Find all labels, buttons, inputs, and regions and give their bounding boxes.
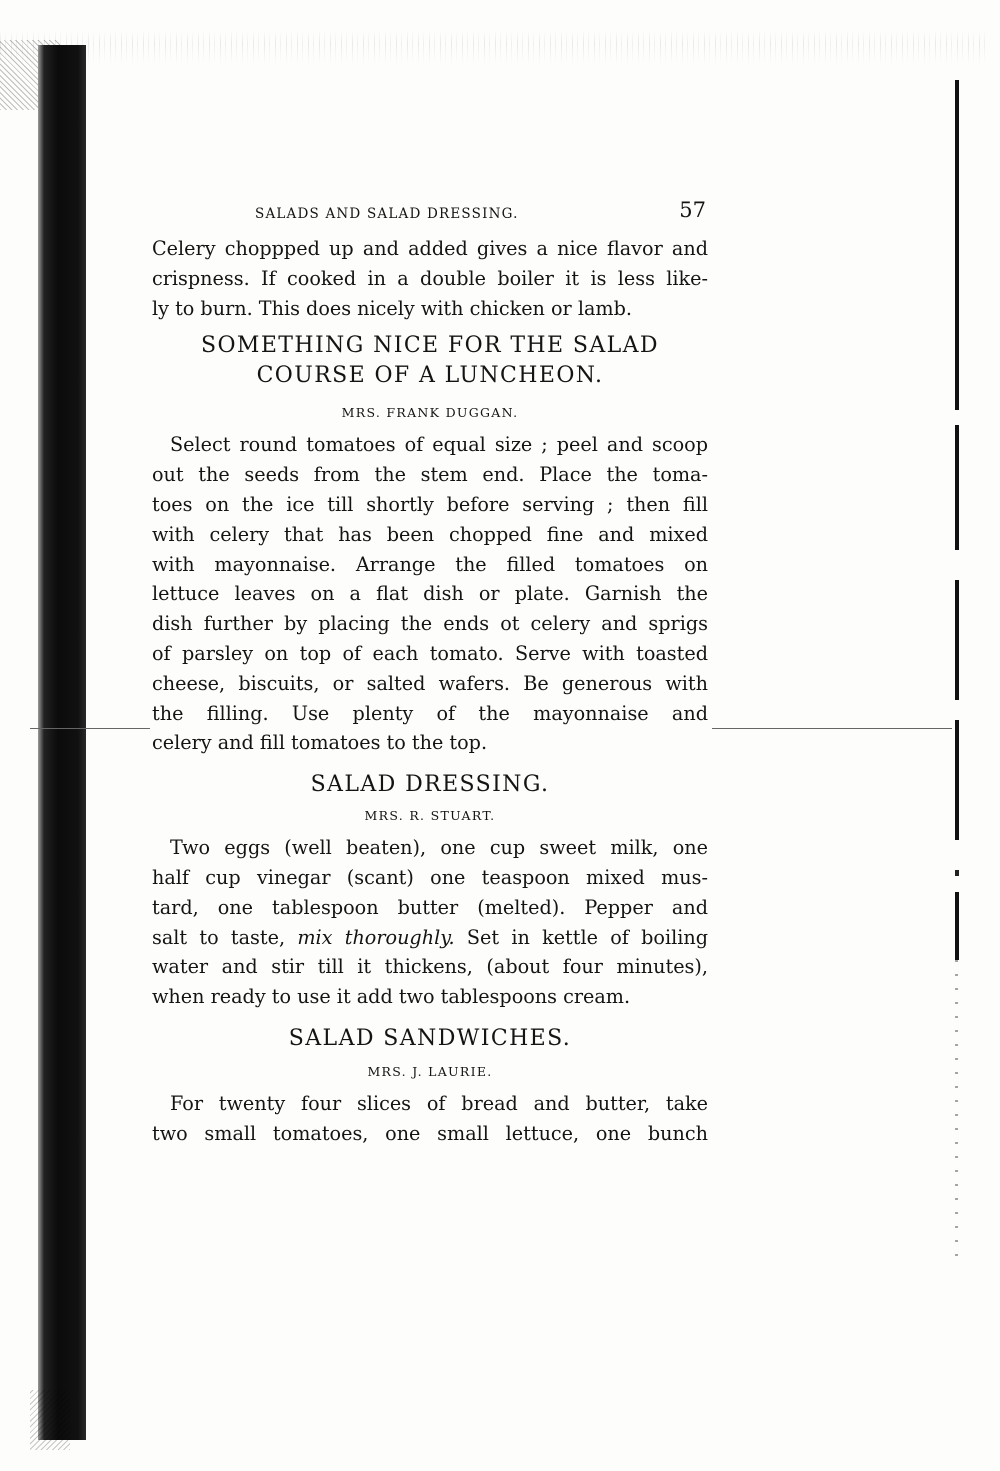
recipe-title: SALAD SANDWICHES. <box>288 1025 572 1051</box>
text-line: crispness. If cooked in a double boiler it is less like- <box>152 266 708 290</box>
running-head <box>152 196 708 234</box>
text-line: tard, one tablespoon butter (melted). Pepper and <box>152 895 708 919</box>
text-segment: salt to taste, <box>152 925 298 949</box>
recipe-title-line: SOMETHING NICE FOR THE SALAD <box>201 333 659 359</box>
text-line: Celery choppped up and added gives a nice flavor and <box>152 237 708 260</box>
page-number: 57 <box>679 198 706 222</box>
recipe-something-nice <box>152 331 708 758</box>
text-line: out the seeds from the stem end. Place the toma- <box>152 463 708 487</box>
text-line: lettuce leaves on a flat dish or plate. Garnish the <box>152 582 708 606</box>
stray-rule-left <box>30 728 150 729</box>
page-content <box>152 196 708 1149</box>
text-line <box>152 923 708 953</box>
text-line: cheese, biscuits, or salted wafers. Be generous with <box>152 671 708 695</box>
text-line: the filling. Use plenty of the mayonnaise and <box>152 701 708 725</box>
text-line: dish further by placing the ends ot celery and sprigs <box>152 612 708 636</box>
recipe-author: MRS. R. STUART. <box>364 808 496 824</box>
text-segment: Set in kettle of boiling <box>454 925 709 949</box>
text-line: with celery that has been chopped fine and mixed <box>152 522 708 546</box>
text-line: For twenty four slices of bread and butter, take <box>170 1091 708 1115</box>
page-edge-right <box>955 80 959 960</box>
recipe-title: SALAD DRESSING. <box>310 772 550 798</box>
italic-text: mix thoroughly. <box>297 925 455 949</box>
recipe-salad-dressing <box>152 770 708 1012</box>
text-line: of parsley on top of each tomato. Serve with toasted <box>152 641 708 665</box>
intro-paragraph <box>152 234 708 323</box>
text-line: toes on the ice till shortly before serving ; then fill <box>152 492 708 516</box>
book-spine-shadow <box>38 45 86 1440</box>
recipe-author: MRS. J. LAURIE. <box>367 1063 493 1079</box>
stray-rule-right <box>712 728 952 729</box>
text-line: when ready to use it add two tablespoons cream. <box>152 985 631 1009</box>
text-line: half cup vinegar (scant) one teaspoon mixed mus- <box>152 865 708 889</box>
text-line: with mayonnaise. Arrange the filled tomatoes on <box>152 552 708 576</box>
text-line: two small tomatoes, one small lettuce, one bunch <box>152 1121 708 1145</box>
scan-noise-bottom <box>30 1390 70 1450</box>
text-line: Select round tomatoes of equal size ; peel and scoop <box>170 433 708 457</box>
recipe-title-line: COURSE OF A LUNCHEON. <box>256 363 604 389</box>
text-line: Two eggs (well beaten), one cup sweet milk, one <box>170 836 708 860</box>
text-line: ly to burn. This does nicely with chicken or lamb. <box>152 296 632 320</box>
recipe-author: MRS. FRANK DUGGAN. <box>341 405 519 421</box>
page-edge-dots <box>955 960 958 1260</box>
scan-noise-top <box>0 30 990 64</box>
text-line: celery and fill tomatoes to the top. <box>152 731 488 755</box>
running-head-title: SALADS AND SALAD DRESSING. <box>255 206 519 222</box>
recipe-salad-sandwiches <box>152 1024 708 1149</box>
text-line: water and stir till it thickens, (about four minutes), <box>152 955 708 979</box>
